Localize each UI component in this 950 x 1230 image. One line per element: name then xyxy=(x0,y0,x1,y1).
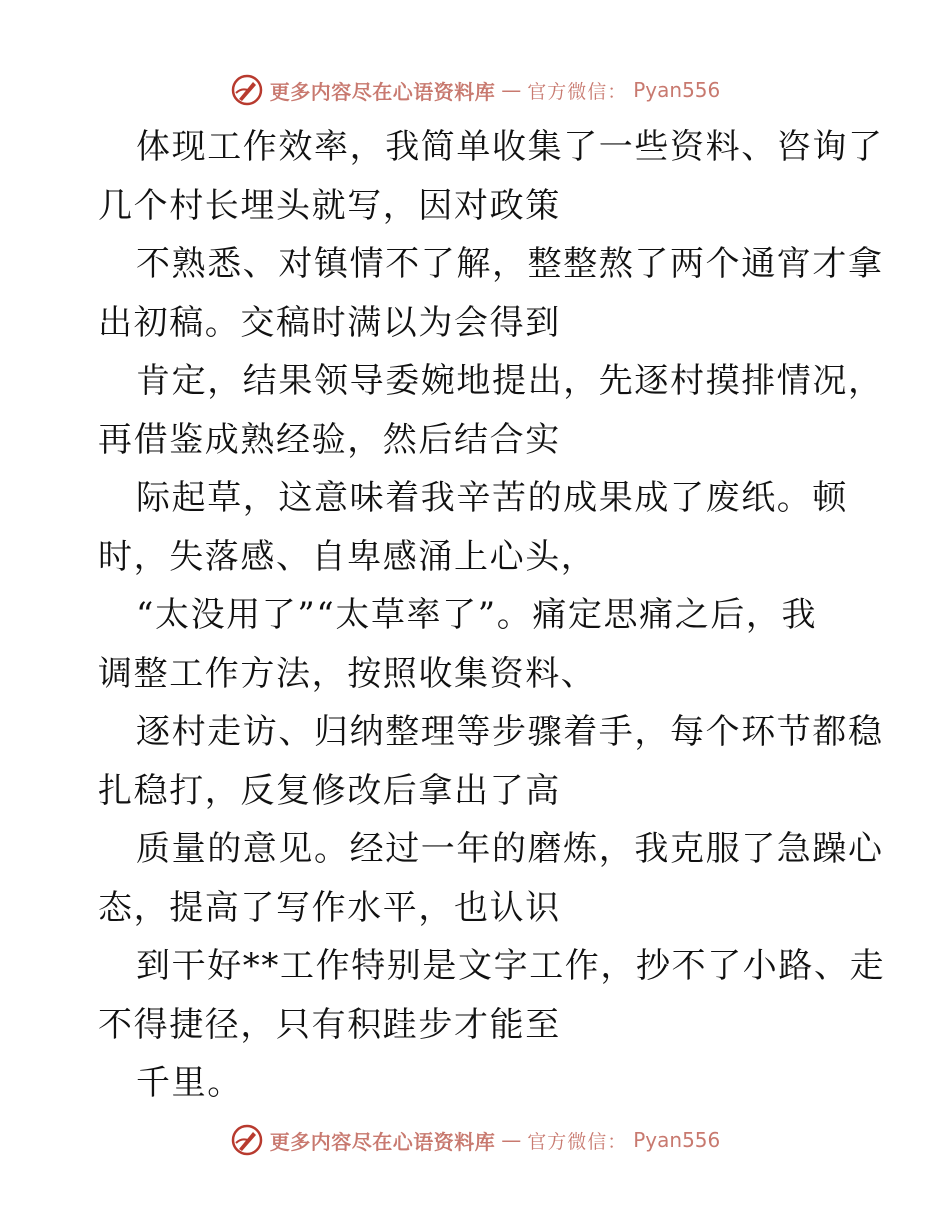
footer-wechat-label: 官方微信： xyxy=(527,1130,628,1153)
quill-pen-logo-icon xyxy=(230,1123,264,1157)
header-banner xyxy=(0,70,950,110)
body-line: 不熟悉、对镇情不了解，整整熬了两个通宵才拿 xyxy=(136,244,884,284)
footer-banner xyxy=(0,1120,950,1160)
body-line: 态，提高了写作水平，也认识 xyxy=(98,887,561,928)
header-wechat-id: Pyan556 xyxy=(633,78,721,102)
body-line: 逐村走访、归纳整理等步骤着手，每个环节都稳 xyxy=(136,712,884,752)
body-line: 际起草，这意味着我辛苦的成果成了废纸。顿 xyxy=(136,478,848,518)
quill-pen-logo-icon xyxy=(230,73,264,107)
body-line: 不得捷径，只有积跬步才能至 xyxy=(98,1004,561,1045)
body-line: 质量的意见。经过一年的磨炼，我克服了急躁心 xyxy=(136,829,884,869)
body-line: 调整工作方法，按照收集资料、 xyxy=(98,653,597,694)
body-line: 再借鉴成熟经验，然后结合实 xyxy=(98,419,561,460)
body-line: 千里。 xyxy=(136,1063,243,1103)
body-line: 时，失落感、自卑感涌上心头， xyxy=(98,536,597,577)
header-site-text: 更多内容尽在心语资料库 xyxy=(269,79,496,104)
body-line: 到干好**工作特别是文字工作，抄不了小路、走 xyxy=(136,946,886,986)
document-body xyxy=(98,118,886,1113)
body-line: “太没用了”“太草率了”。痛定思痛之后，我 xyxy=(136,595,818,635)
body-line: 出初稿。交稿时满以为会得到 xyxy=(98,302,561,343)
header-wechat-label: 官方微信： xyxy=(527,80,628,103)
body-line: 几个村长埋头就写，因对政策 xyxy=(98,185,561,226)
footer-separator: — xyxy=(501,1128,522,1152)
footer-wechat-id: Pyan556 xyxy=(633,1128,721,1152)
body-line: 扎稳打，反复修改后拿出了高 xyxy=(98,770,561,811)
body-line: 体现工作效率，我简单收集了一些资料、咨询了 xyxy=(136,127,884,167)
header-separator: — xyxy=(501,78,522,102)
footer-site-text: 更多内容尽在心语资料库 xyxy=(269,1129,496,1154)
body-line: 肯定，结果领导委婉地提出，先逐村摸排情况， xyxy=(136,361,884,401)
